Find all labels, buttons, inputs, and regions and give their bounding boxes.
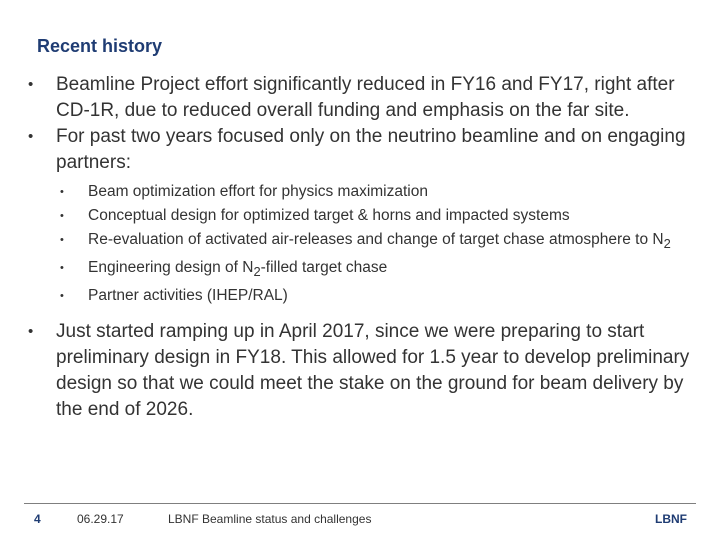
sub-bullet-text: Engineering design of $N_2$-filled target chase bbox=[88, 259, 388, 280]
bullet-item bbox=[0, 319, 720, 423]
bullet-marker: • bbox=[28, 76, 34, 93]
sub-bullet-text: Partner activities (IHEP/RAL) bbox=[88, 287, 288, 305]
sub-bullet-text: Re-evaluation of activated air-releases and change of target chase atmosphere to $N_2$ bbox=[88, 231, 671, 252]
bullet-text: Beamline Project effort significantly reduced in FY16 and FY17, right after CD-1R, due to reduced overall funding and emphasis on the far site. bbox=[56, 74, 675, 121]
footer-talk-title: LBNF Beamline status and challenges bbox=[168, 512, 372, 526]
footer-date: 06.29.17 bbox=[77, 512, 124, 526]
page-number: 4 bbox=[34, 512, 41, 526]
sub-bullet-marker: • bbox=[60, 186, 64, 198]
sub-bullet-list bbox=[0, 182, 720, 306]
bullet-text: Just started ramping up in April 2017, since we were preparing to start preliminary design in FY18. This allowed for 1.5 year to develop preliminary design so that we could meet the stake on the ground for beam delivery by the end of 2026. bbox=[56, 321, 690, 421]
sub-bullet-item bbox=[0, 258, 720, 282]
subscript: 2 bbox=[253, 264, 261, 280]
bullet-item bbox=[0, 124, 720, 176]
bullet-item bbox=[0, 72, 720, 124]
footer-divider bbox=[24, 503, 696, 504]
bullet-marker: • bbox=[28, 323, 34, 341]
slide-content bbox=[0, 72, 720, 423]
bullet-text: For past two years focused only on the neutrino beamline and on engaging partners: bbox=[56, 126, 686, 173]
sub-bullet-marker: • bbox=[60, 290, 64, 303]
bullet-marker: • bbox=[28, 128, 34, 145]
sub-bullet-item bbox=[0, 230, 720, 254]
sub-bullet-text: Conceptual design for optimized target & horns and impacted systems bbox=[88, 207, 570, 224]
subscript: 2 bbox=[663, 236, 671, 252]
sub-bullet-marker: • bbox=[60, 210, 64, 222]
sub-bullet-item bbox=[0, 206, 720, 226]
sub-bullet-text: Beam optimization effort for physics maximization bbox=[88, 183, 428, 200]
footer-org-label: LBNF bbox=[655, 512, 687, 526]
sub-bullet-item bbox=[0, 286, 720, 306]
slide-title: Recent history bbox=[37, 36, 163, 56]
sub-bullet-item bbox=[0, 182, 720, 202]
sub-bullet-marker: • bbox=[60, 262, 64, 275]
sub-bullet-marker: • bbox=[60, 234, 64, 246]
